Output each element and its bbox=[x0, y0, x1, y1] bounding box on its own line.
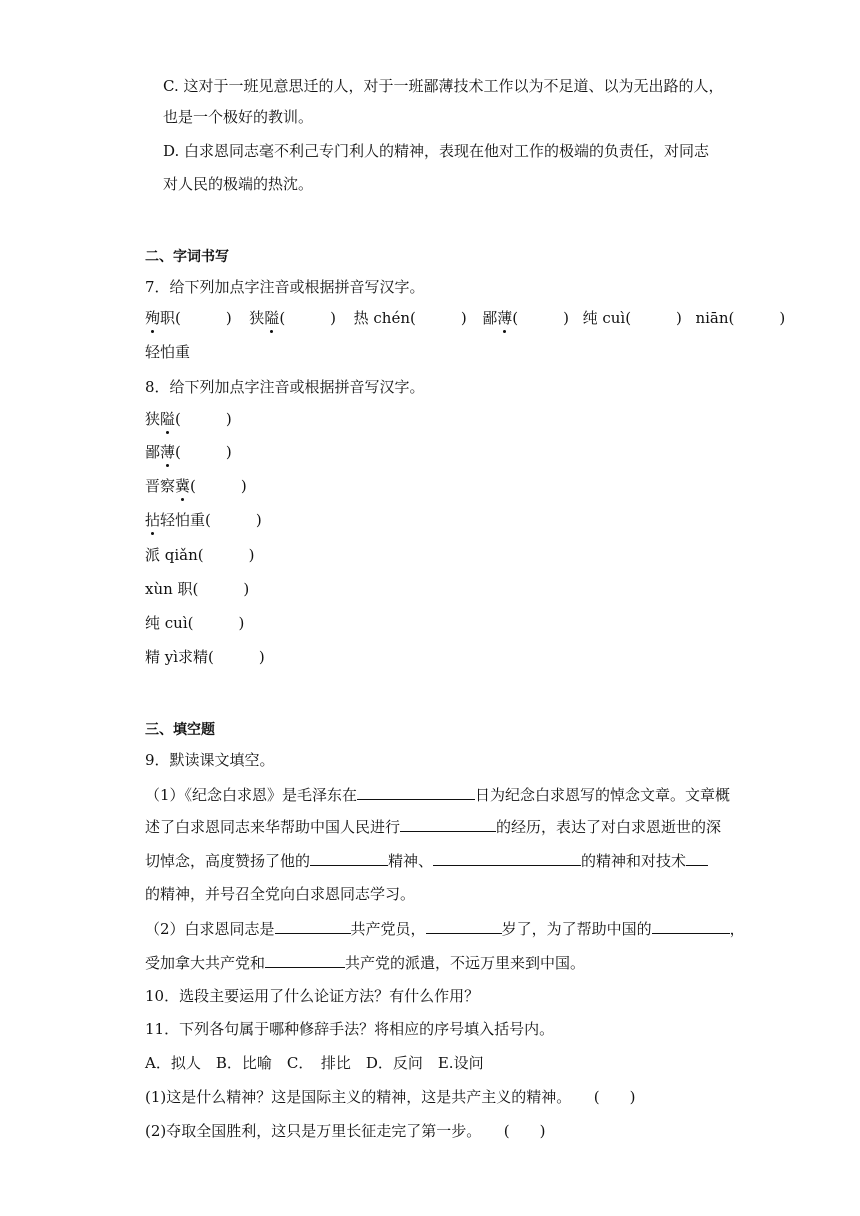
q9-part1-line2: 述了白求恩同志来华帮助中国人民进行 的经历，表达了对白求恩逝世的深 bbox=[145, 818, 722, 836]
q8-prompt: 8．给下列加点字注音或根据拼音写汉字。 bbox=[145, 378, 425, 396]
q7-dotted-char: 薄 bbox=[497, 309, 513, 327]
q7-dotted-char: 殉 bbox=[145, 309, 161, 327]
q9-part2-line1: （2）白求恩同志是 共产党员， 岁了，为了帮助中国的 ， bbox=[145, 920, 745, 938]
q8-dotted-char: 冀 bbox=[175, 477, 191, 495]
q9-blank-nationality[interactable] bbox=[275, 918, 351, 934]
section-2-title: 二、字词书写 bbox=[145, 249, 229, 265]
q11-sentence-1: (1)这是什么精神？这是国际主义的精神，这是共产主义的精神。 ( ) bbox=[145, 1088, 636, 1106]
q9-blank-party[interactable] bbox=[265, 952, 345, 968]
q9-prompt: 9．默读课文填空。 bbox=[145, 751, 275, 769]
q9-blank-spirit-2[interactable] bbox=[433, 850, 581, 866]
q6-option-d-line1: D. 白求恩同志毫不利己专门利人的精神，表现在他对工作的极端的负责任，对同志 bbox=[163, 142, 710, 160]
q7-item6-continuation: 轻怕重 bbox=[145, 343, 191, 361]
q7-item6: niān( ) bbox=[695, 309, 786, 327]
q6-option-d-line2: 对人民的极端的热沈。 bbox=[163, 175, 314, 193]
q8-item-b: 鄙薄( ) bbox=[145, 443, 232, 461]
q8-item-h: 精 yì求精( ) bbox=[145, 648, 265, 666]
q7-item2-post: ( ) bbox=[279, 309, 337, 327]
q7-item3: 热 chén( ) bbox=[353, 309, 467, 327]
q9-blank-date[interactable] bbox=[357, 784, 475, 800]
q9-part1-line4: 的精神，并号召全党向白求恩同志学习。 bbox=[145, 885, 416, 903]
q10-prompt: 10．选段主要运用了什么论证方法？有什么作用？ bbox=[145, 987, 480, 1005]
q8-dotted-char: 薄 bbox=[160, 443, 176, 461]
q11-sentence-2: (2)夺取全国胜利，这只是万里长征走完了第一步。 ( ) bbox=[145, 1122, 546, 1140]
q9-blank-technique[interactable] bbox=[686, 850, 708, 866]
q7-item2-pre: 狭 bbox=[249, 309, 265, 327]
q7-item4-pre: 鄙 bbox=[482, 309, 498, 327]
q9-blank-struggle[interactable] bbox=[400, 816, 496, 832]
q8-dotted-char: 隘 bbox=[160, 410, 176, 428]
q6-option-c-line1: C. 这对于一班见意思迁的人，对于一班鄙薄技术工作以为不足道、以为无出路的人， bbox=[163, 77, 724, 95]
q7-item5: 纯 cuì( ) bbox=[582, 309, 682, 327]
q7-prompt: 7．给下列加点字注音或根据拼音写汉字。 bbox=[145, 278, 425, 296]
q8-item-a: 狭隘( ) bbox=[145, 410, 232, 428]
q8-item-f: xùn 职( ) bbox=[145, 580, 250, 598]
q6-option-c-line2: 也是一个极好的教训。 bbox=[163, 108, 314, 126]
q9-blank-age[interactable] bbox=[426, 918, 502, 934]
q8-item-g: 纯 cuì( ) bbox=[145, 614, 245, 632]
q9-part1-line1: （1）《纪念白求恩》是毛泽东在 日为纪念白求恩写的悼念文章。文章概 bbox=[145, 786, 731, 804]
q9-part1-line3: 切悼念，高度赞扬了他的 精神、 的精神和对技术 bbox=[145, 850, 708, 871]
q8-item-e: 派 qiǎn( ) bbox=[145, 546, 255, 564]
q11-prompt: 11．下列各句属于哪种修辞手法？将相应的序号填入括号内。 bbox=[145, 1020, 555, 1038]
q8-item-d: 拈轻怕重( ) bbox=[145, 511, 262, 529]
q7-items-line bbox=[145, 308, 785, 328]
q7-item4-post: ( ) bbox=[512, 309, 569, 327]
q11-options: A．拟人 B．比喻 C． 排比 D．反问 E.设问 bbox=[145, 1054, 484, 1072]
q8-item-c: 晋察冀( ) bbox=[145, 477, 247, 495]
section-3-title: 三、填空题 bbox=[145, 722, 215, 738]
q7-item1-rest: 职( ) bbox=[160, 309, 232, 327]
q9-blank-spirit-1[interactable] bbox=[310, 850, 388, 866]
q9-blank-cause[interactable] bbox=[652, 918, 730, 934]
q8-dotted-char: 拈 bbox=[145, 511, 161, 529]
q9-part2-line2: 受加拿大共产党和 共产党的派遣，不远万里来到中国。 bbox=[145, 954, 586, 972]
q7-dotted-char: 隘 bbox=[264, 309, 280, 327]
